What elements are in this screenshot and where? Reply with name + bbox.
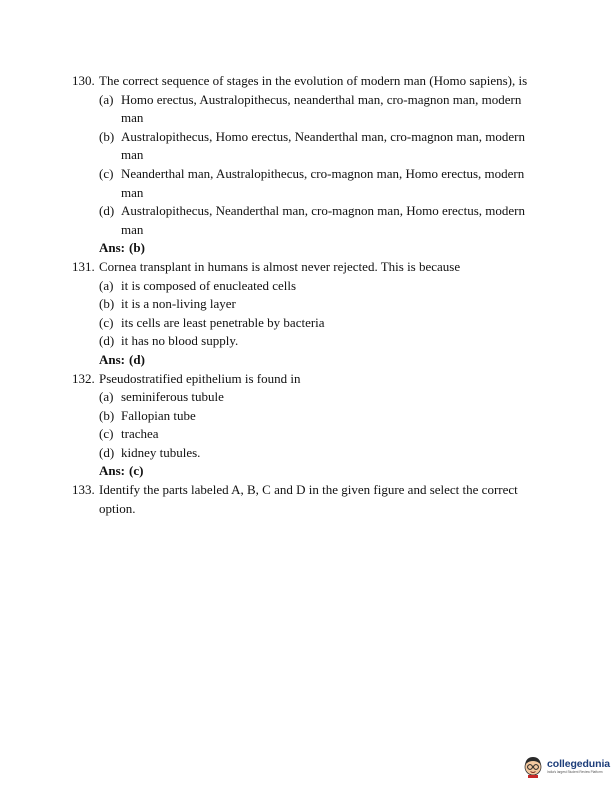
option-text: Neanderthal man, Australopithecus, cro-magnon man, Homo erectus, modern man	[121, 165, 525, 200]
option-text: its cells are least penetrable by bacteria	[121, 314, 325, 330]
question-number: 130.	[72, 73, 95, 88]
question-133	[72, 481, 542, 518]
options-list	[99, 277, 542, 351]
option-label: (c)	[99, 165, 114, 181]
option-a	[99, 388, 542, 407]
answer-value: (d)	[129, 351, 145, 367]
collegedunia-logo	[522, 754, 610, 778]
answer-line	[99, 462, 542, 481]
option-label: (d)	[99, 203, 115, 219]
question-text: Pseudostratified epithelium is found in	[99, 370, 301, 386]
option-c	[99, 425, 542, 444]
option-label: (c)	[99, 314, 114, 330]
question-text: Cornea transplant in humans is almost never rejected. This is because	[99, 258, 461, 274]
option-b	[99, 128, 542, 165]
option-d	[99, 202, 542, 239]
question-text: The correct sequence of stages in the evolution of modern man (Homo sapiens), is	[99, 73, 528, 88]
option-label: (d)	[99, 444, 115, 460]
option-d	[99, 444, 542, 463]
brand-tagline: India's largest Student Review Platform	[547, 769, 603, 774]
question-131	[72, 258, 542, 370]
option-text: it is a non-living layer	[121, 296, 236, 312]
question-130	[72, 72, 542, 258]
option-label: (a)	[99, 389, 114, 405]
option-label: (a)	[99, 91, 114, 107]
brand-name: collegedunia	[547, 757, 610, 770]
option-text: seminiferous tubule	[121, 389, 224, 405]
options-list	[99, 91, 542, 240]
question-132	[72, 370, 542, 482]
option-text: Fallopian tube	[121, 407, 196, 423]
option-b	[99, 295, 542, 314]
option-label: (d)	[99, 333, 115, 349]
option-label: (b)	[99, 296, 115, 312]
answer-value: (b)	[129, 240, 145, 256]
question-number: 132.	[72, 370, 95, 386]
option-label: (a)	[99, 277, 114, 293]
option-text: kidney tubules.	[121, 444, 201, 460]
option-c	[99, 314, 542, 333]
option-label: (b)	[99, 128, 115, 144]
option-label: (c)	[99, 426, 114, 442]
question-number: 131.	[72, 258, 95, 274]
option-text: it has no blood supply.	[121, 333, 239, 349]
mascot-icon	[522, 754, 544, 778]
question-list	[72, 72, 542, 518]
answer-label: Ans:	[99, 463, 126, 479]
option-a	[99, 91, 542, 128]
option-label: (b)	[99, 407, 115, 423]
option-text: Homo erectus, Australopithecus, neanderthal man, cro-magnon man, modern man	[121, 91, 522, 126]
answer-line	[99, 351, 542, 370]
answer-label: Ans:	[99, 240, 126, 256]
question-text: Identify the parts labeled A, B, C and D in the given figure and select the correct option.	[99, 482, 518, 516]
option-text: trachea	[121, 426, 159, 442]
options-list	[99, 388, 542, 462]
option-d	[99, 332, 542, 351]
answer-line	[99, 239, 542, 258]
answer-label: Ans:	[99, 351, 126, 367]
option-c	[99, 165, 542, 202]
option-b	[99, 407, 542, 426]
option-text: it is composed of enucleated cells	[121, 277, 297, 293]
answer-value: (c)	[129, 463, 144, 479]
question-number: 133.	[72, 482, 95, 498]
option-a	[99, 277, 542, 296]
option-text: Australopithecus, Neanderthal man, cro-magnon man, Homo erectus, modern man	[121, 203, 525, 237]
option-text: Australopithecus, Homo erectus, Neanderthal man, cro-magnon man, modern man	[121, 128, 525, 163]
